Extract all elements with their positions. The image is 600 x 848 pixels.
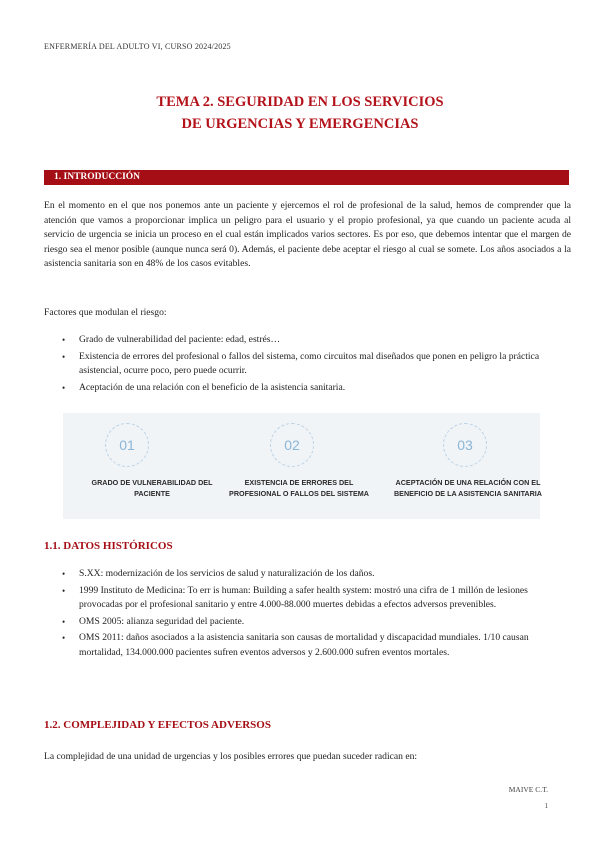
section-heading-introduccion: 1. INTRODUCCIÓN	[44, 170, 569, 185]
infographic-label: EXISTENCIA DE ERRORES DEL PROFESIONAL O FALLOS DEL SISTEMA	[229, 478, 369, 498]
list-item: • Aceptación de una relación con el beneficio de la asistencia sanitaria.	[44, 381, 571, 396]
factors-label: Factores que modulan el riesgo:	[44, 307, 167, 318]
subsection-heading-datos-historicos: 1.1. DATOS HISTÓRICOS	[44, 540, 173, 552]
risk-factors-infographic	[63, 413, 540, 519]
page-number: 1	[544, 802, 548, 810]
factors-list	[44, 333, 571, 397]
list-item: • Grado de vulnerabilidad del paciente: edad, estrés…	[44, 333, 571, 348]
infographic-item	[393, 413, 543, 519]
list-item: • OMS 2005: alianza seguridad del paciente.	[44, 615, 571, 630]
infographic-label: GRADO DE VULNERABILIDAD DEL PACIENTE	[91, 478, 213, 498]
historic-list	[44, 567, 571, 662]
infographic-label: ACEPTACIÓN DE UNA RELACIÓN CON EL BENEFICIO DE LA ASISTENCIA SANITARIA	[393, 478, 542, 498]
title-line-2: DE URGENCIAS Y EMERGENCIAS	[181, 116, 419, 132]
list-item: • Existencia de errores del profesional o fallos del sistema, como circuitos mal diseñados que ponen en peligro la práctica asistencial, ocurre poco, pero puede ocurrir.	[44, 350, 571, 379]
page-title	[0, 91, 600, 135]
step-circle: 03	[443, 423, 487, 467]
title-line-1: TEMA 2. SEGURIDAD EN LOS SERVICIOS	[156, 94, 444, 110]
footer-author: MAIVE C.T.	[508, 785, 548, 794]
intro-paragraph: En el momento en el que nos ponemos ante un paciente y ejercemos el rol de profesional de la salud, hemos de comprender que la atención que vamos a proporcionar implica un peligro para el usuario y el propio profesional, ya que cuando un paciente acuda al servicio de urgencia se inicia un proceso en el cual están implicados varios sectores. Es por eso, que debemos intentar que el margen de riesgo sea el menor posible (aunque nunca será 0). Además, el paciente debe aceptar el riesgo al cual se somete. Los años asociados a la asistencia sanitaria son en 48% de los casos evitables.	[44, 200, 571, 269]
subsection-heading-complejidad: 1.2. COMPLEJIDAD Y EFECTOS ADVERSOS	[44, 719, 271, 731]
infographic-item	[224, 413, 374, 519]
step-circle: 02	[270, 423, 314, 467]
list-item: • OMS 2011: daños asociados a la asistencia sanitaria son causas de mortalidad y discapacidad mundiales. 1/10 causan mortalidad, 134.000.000 pacientes sufren eventos adversos y 2.600.000 sufren eventos mortales.	[44, 631, 571, 660]
infographic-item	[77, 413, 227, 519]
step-circle: 01	[105, 423, 149, 467]
list-item: • 1999 Instituto de Medicina: To err is human: Building a safer health system: mostró una cifra de 1 millón de lesiones provocadas por el profesional sanitario y entre 4.000-88.000 muertes debidas a efectos adversos prevenibles.	[44, 584, 571, 613]
list-item: • S.XX: modernización de los servicios de salud y naturalización de los daños.	[44, 567, 571, 582]
complexity-paragraph: La complejidad de una unidad de urgencias y los posibles errores que puedan suceder radican en:	[44, 751, 418, 762]
running-header: ENFERMERÍA DEL ADULTO VI, CURSO 2024/2025	[44, 42, 231, 51]
